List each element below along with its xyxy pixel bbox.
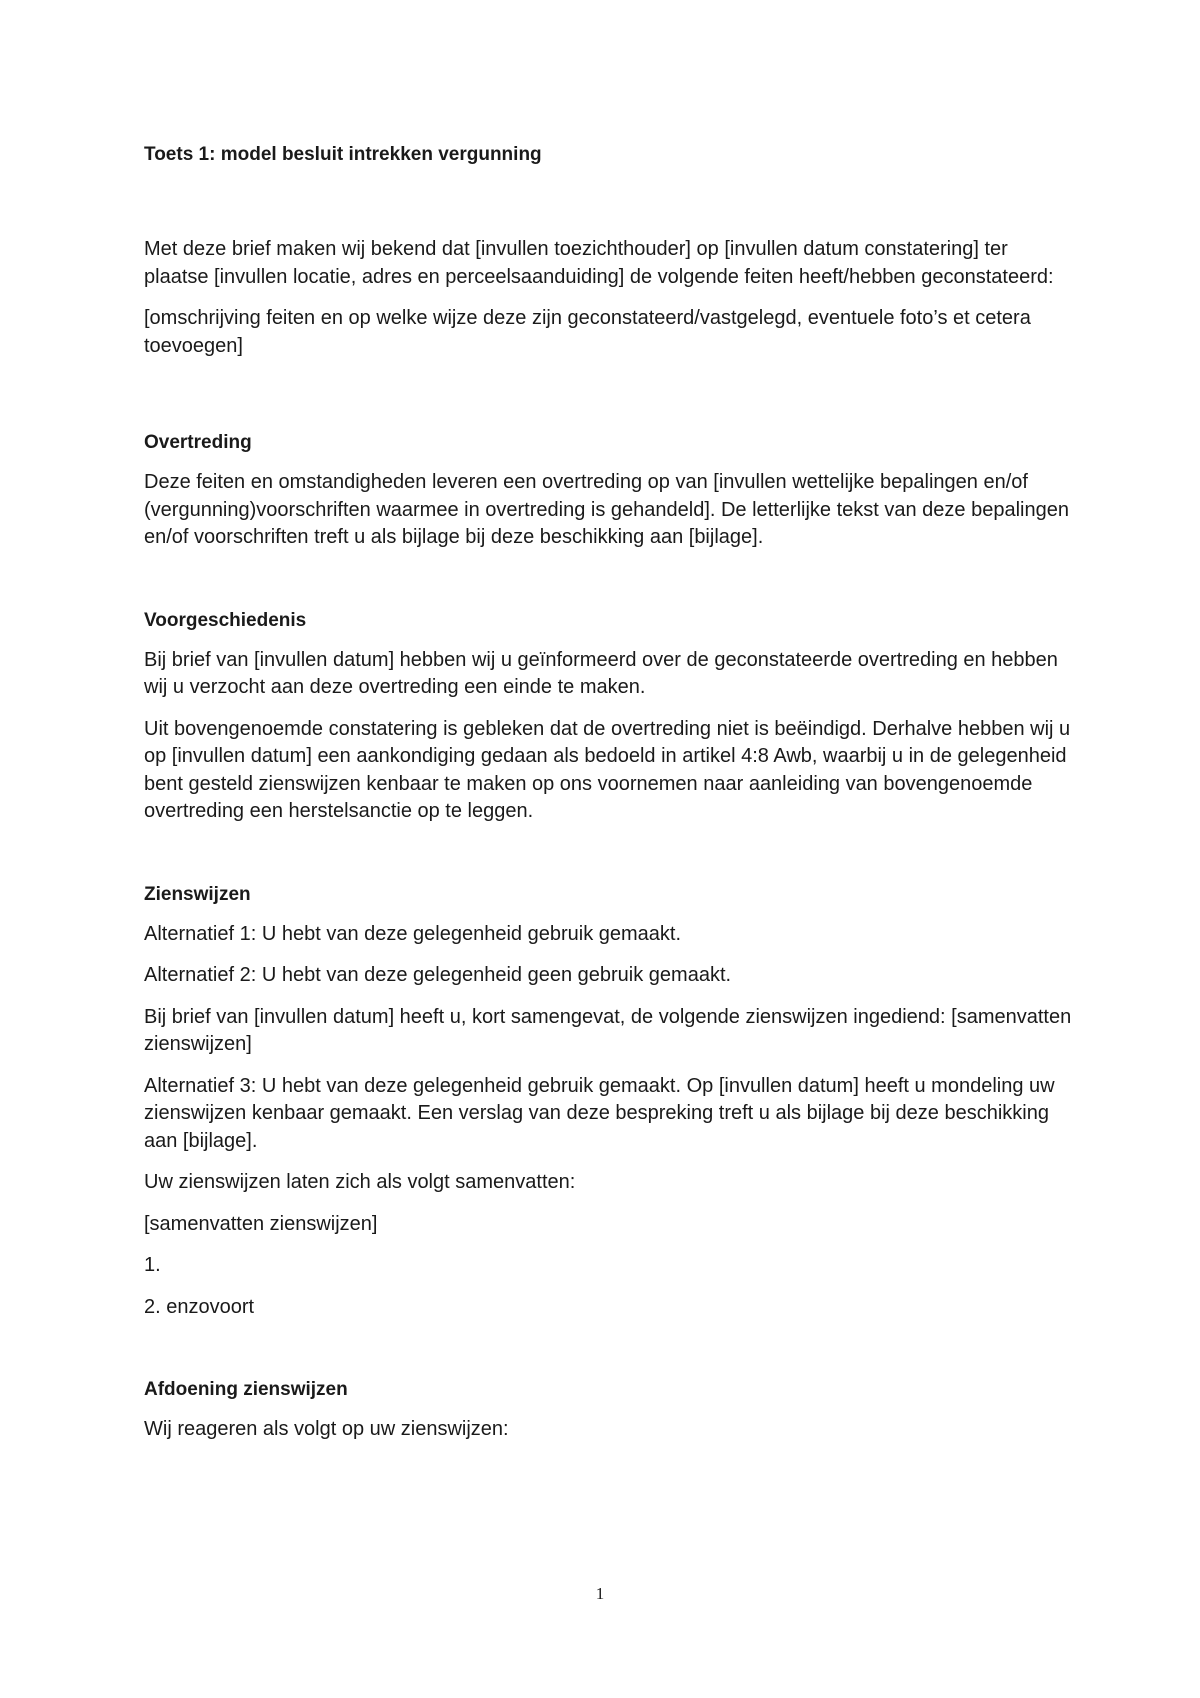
section-heading: Overtreding bbox=[144, 432, 252, 453]
section-paragraph: Bij brief van [invullen datum] heeft u, kort samengevat, de volgende zienswijzen ingediend: [samenvatten zienswijzen] bbox=[144, 1005, 1072, 1055]
section-zienswijzen bbox=[144, 882, 1074, 1322]
section-paragraph: Uw zienswijzen laten zich als volgt samenvatten: bbox=[144, 1171, 576, 1193]
intro-paragraph: [omschrijving feiten en op welke wijze deze zijn geconstateerd/vastgelegd, eventuele foto’s et cetera toevoegen] bbox=[144, 307, 1031, 357]
page-number: 1 bbox=[595, 1584, 605, 1603]
document-body bbox=[144, 142, 1074, 1458]
section-overtreding bbox=[144, 430, 1074, 552]
section-heading: Zienswijzen bbox=[144, 883, 251, 905]
section-afdoening-zienswijzen bbox=[144, 1377, 1074, 1444]
section-heading: Voorgeschiedenis bbox=[144, 609, 307, 631]
section-paragraph: Deze feiten en omstandigheden leveren een overtreding op van [invullen wettelijke bepalingen en/of (vergunning)voorschriften waarmee in overtreding is gehandeld]. De letterlijke tekst van deze bepalingen en/of voorschriften treft u als bijlage bij deze beschikking aan [bijlage]. bbox=[144, 471, 1069, 548]
list-item: 2. enzovoort bbox=[144, 1295, 255, 1318]
section-voorgeschiedenis bbox=[144, 608, 1074, 826]
list-item: 1. bbox=[144, 1254, 161, 1276]
section-paragraph: [samenvatten zienswijzen] bbox=[144, 1212, 378, 1235]
section-paragraph: Uit bovengenoemde constatering is gebleken dat de overtreding niet is beëindigd. Derhalve hebben wij u op [invullen datum] een aankondiging gedaan als bedoeld in artikel 4:8 Awb, waarbij u in de gelegenheid bent gesteld zienswijzen kenbaar te maken op ons voornemen naar aanleiding van bovengenoemde overtreding een herstelsanctie op te leggen. bbox=[144, 717, 1071, 822]
intro-paragraph: Met deze brief maken wij bekend dat [invullen toezichthouder] op [invullen datum constatering] ter plaatse [invullen locatie, adres en perceelsaanduiding] de volgende feiten heeft/hebben geconstateerd: bbox=[144, 238, 1054, 288]
section-paragraph: Alternatief 1: U hebt van deze gelegenheid gebruik gemaakt. bbox=[144, 922, 682, 945]
section-paragraph: Alternatief 3: U hebt van deze gelegenheid gebruik gemaakt. Op [invullen datum] heeft u mondeling uw zienswijzen kenbaar gemaakt. Een verslag van deze bespreking treft u als bijlage bij deze beschikking aan [bijlage]. bbox=[144, 1074, 1055, 1152]
section-paragraph: Wij reageren als volgt op uw zienswijzen: bbox=[144, 1418, 509, 1440]
section-paragraph: Bij brief van [invullen datum] hebben wij u geïnformeerd over de geconstateerde overtreding en hebben wij u verzocht aan deze overtreding een einde te maken. bbox=[144, 648, 1058, 698]
section-paragraph: Alternatief 2: U hebt van deze gelegenheid geen gebruik gemaakt. bbox=[144, 964, 732, 986]
document-title: Toets 1: model besluit intrekken vergunning bbox=[144, 144, 542, 165]
section-heading: Afdoening zienswijzen bbox=[144, 1379, 348, 1400]
